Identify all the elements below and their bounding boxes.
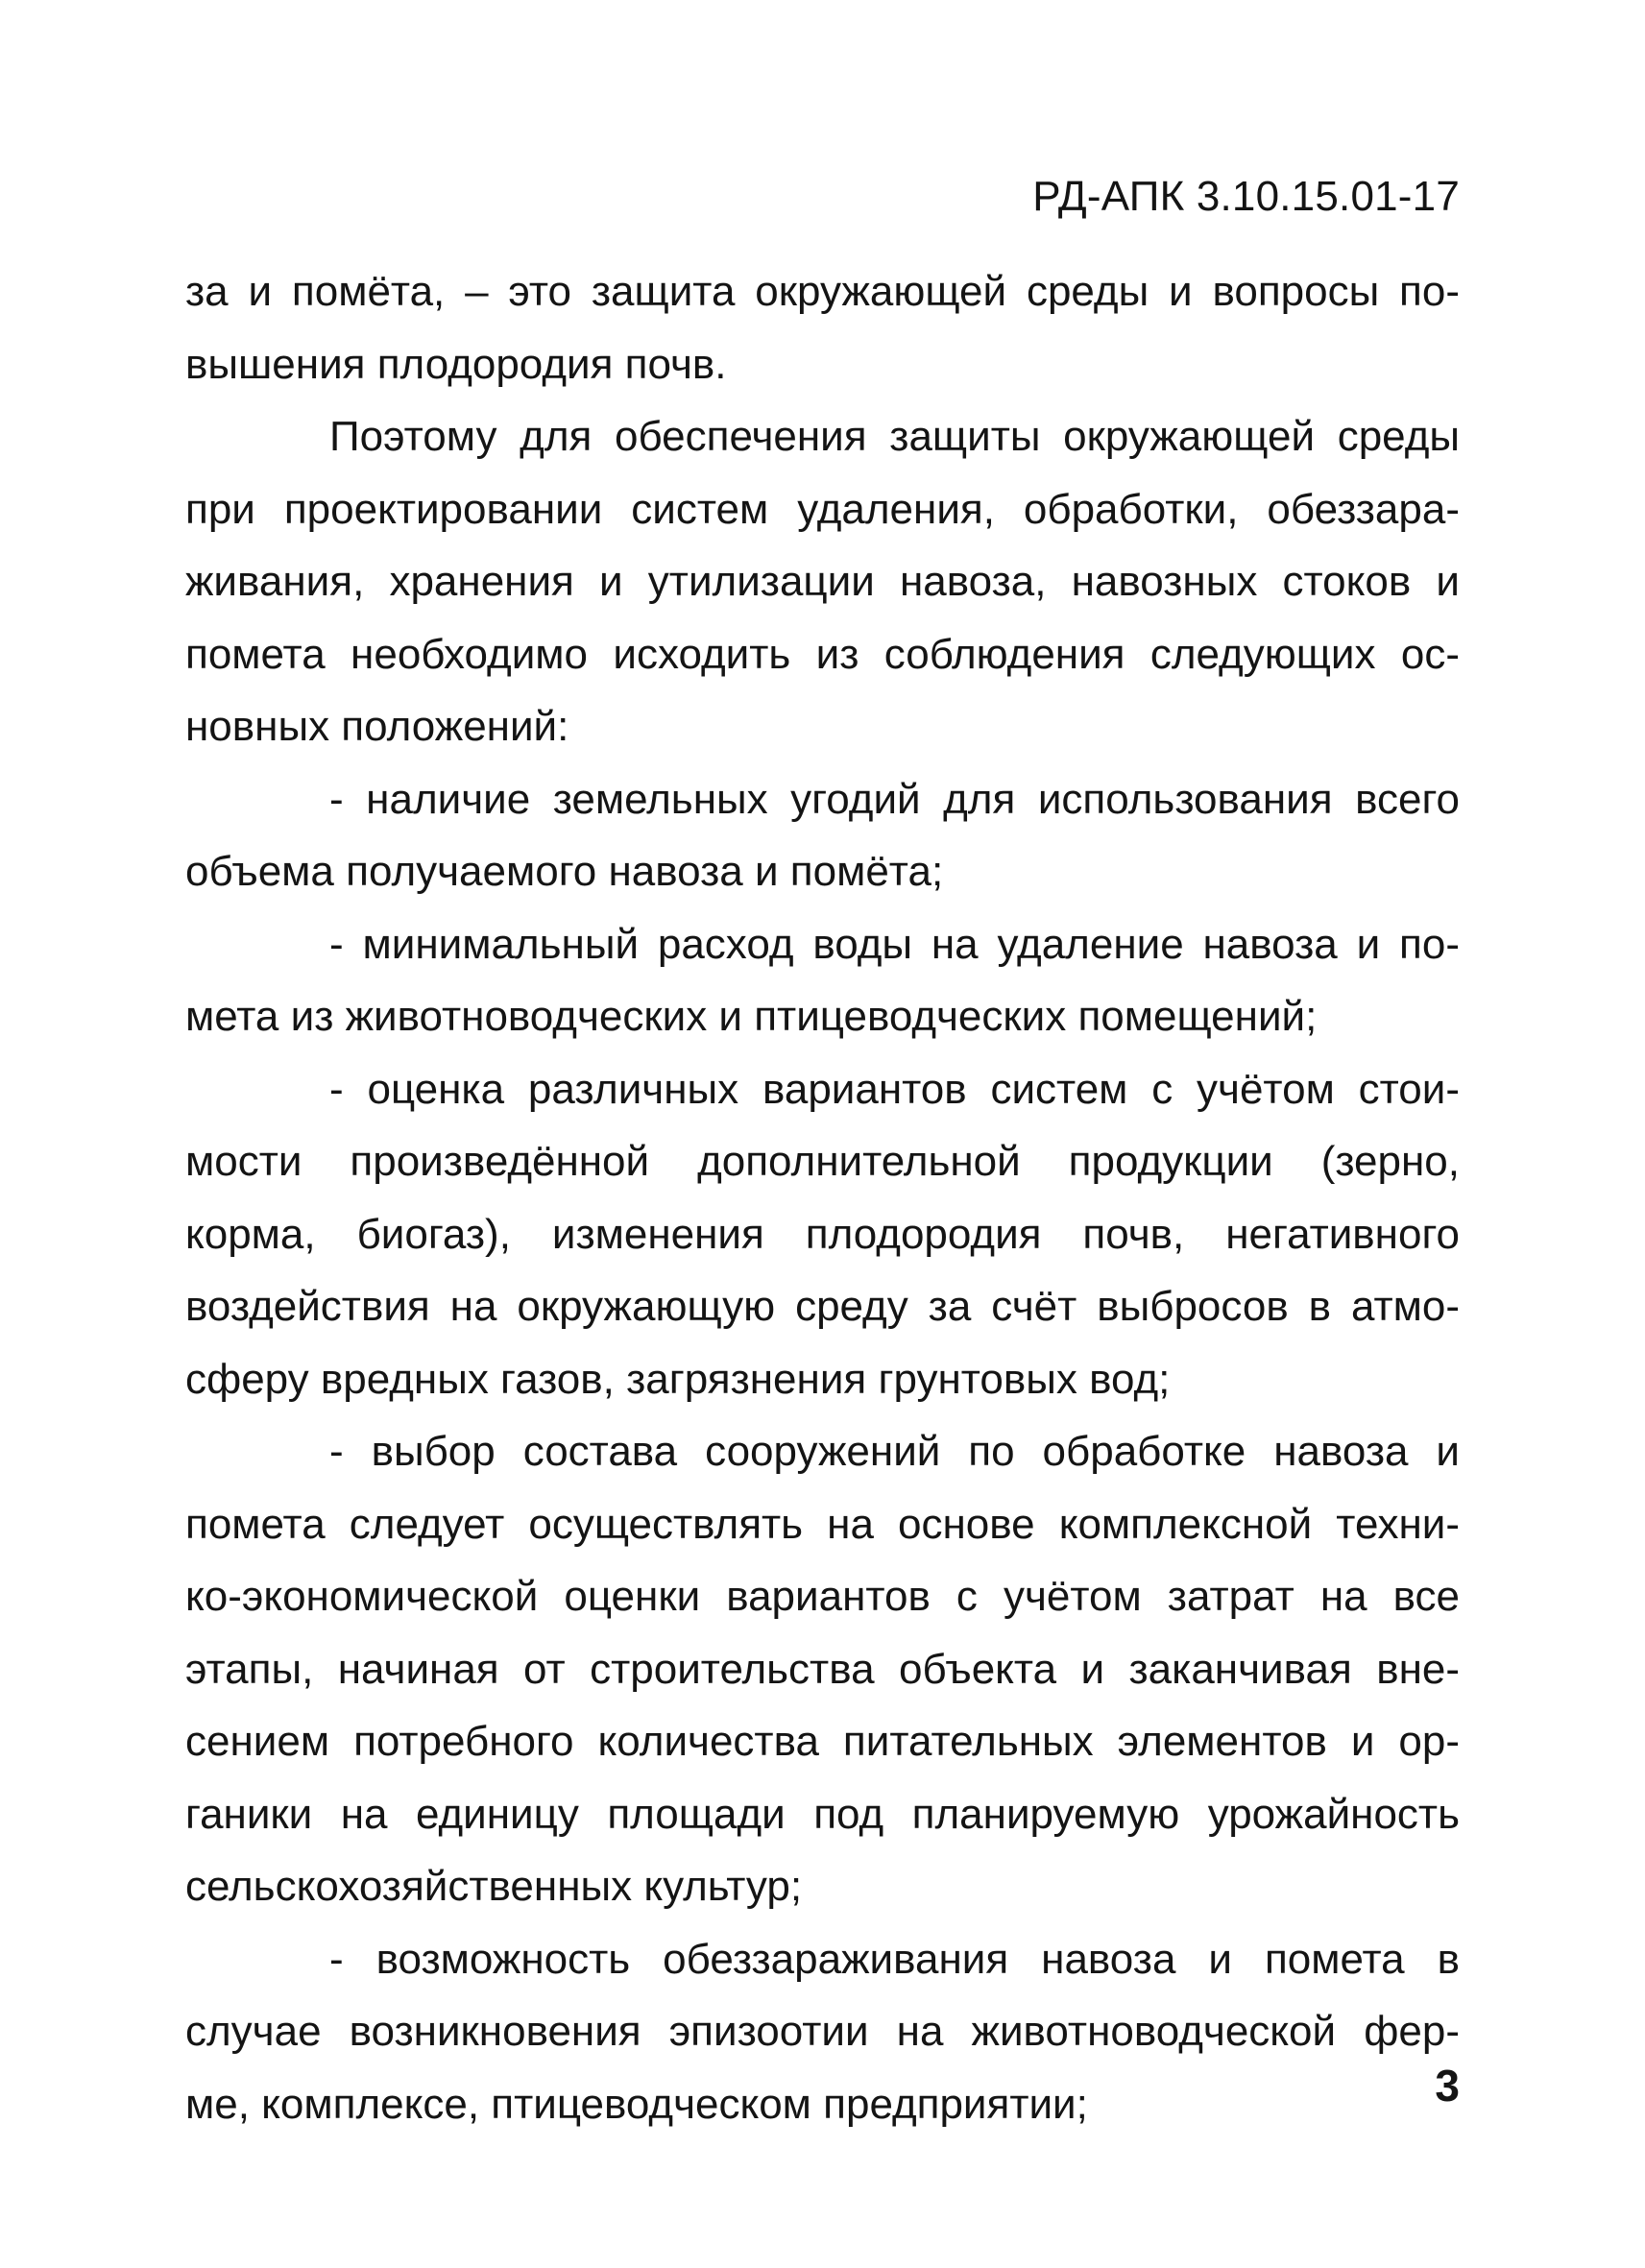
text-line: мости произведённой дополнительной продукции (зерно, xyxy=(185,1138,1460,1185)
list-item-line: - выбор состава сооружений по обработке навоза и xyxy=(329,1428,1460,1475)
document-body xyxy=(185,255,1460,2140)
text-line: корма, биогаз), изменения плодородия почв, негативного xyxy=(185,1210,1460,1258)
text-line: ме, комплексе, птицеводческом предприятии; xyxy=(185,2080,1088,2128)
paragraph-start-line: Поэтому для обеспечения защиты окружающей среды xyxy=(329,413,1460,460)
list-item-line: - оценка различных вариантов систем с учётом стои- xyxy=(329,1065,1460,1113)
text-line: живания, хранения и утилизации навоза, навозных стоков и xyxy=(185,558,1460,605)
text-line: объема получаемого навоза и помёта; xyxy=(185,848,944,895)
text-line: ганики на единицу площади под планируемую урожайность xyxy=(185,1790,1460,1838)
list-item-line: - наличие земельных угодий для использования всего xyxy=(329,775,1460,823)
text-line: помета следует осуществлять на основе комплексной техни- xyxy=(185,1500,1460,1548)
text-line: сением потребного количества питательных элементов и ор- xyxy=(185,1718,1460,1765)
text-line: случае возникновения эпизоотии на животноводческой фер- xyxy=(185,2008,1460,2055)
document-header-code: РД-АПК 3.10.15.01-17 xyxy=(1032,173,1460,220)
text-line: мета из животноводческих и птицеводческих помещений; xyxy=(185,993,1318,1040)
text-line: сферу вредных газов, загрязнения грунтовых вод; xyxy=(185,1355,1171,1403)
text-line: при проектировании систем удаления, обработки, обеззара- xyxy=(185,485,1460,533)
text-line: воздействия на окружающую среду за счёт выбросов в атмо- xyxy=(185,1283,1460,1330)
page-number: 3 xyxy=(1435,2061,1460,2111)
list-item-line: - возможность обеззараживания навоза и помета в xyxy=(329,1935,1460,1983)
text-line: ко-экономической оценки вариантов с учётом затрат на все xyxy=(185,1573,1460,1620)
list-item-line: - минимальный расход воды на удаление навоза и по- xyxy=(329,920,1460,968)
text-line: за и помёта, – это защита окружающей среды и вопросы по- xyxy=(185,268,1460,315)
text-line: сельскохозяйственных культур; xyxy=(185,1863,803,1910)
text-line: новных положений: xyxy=(185,703,569,750)
text-line: вышения плодородия почв. xyxy=(185,340,727,388)
text-line: этапы, начиная от строительства объекта и заканчивая вне- xyxy=(185,1645,1460,1693)
text-line: помета необходимо исходить из соблюдения следующих ос- xyxy=(185,630,1460,678)
